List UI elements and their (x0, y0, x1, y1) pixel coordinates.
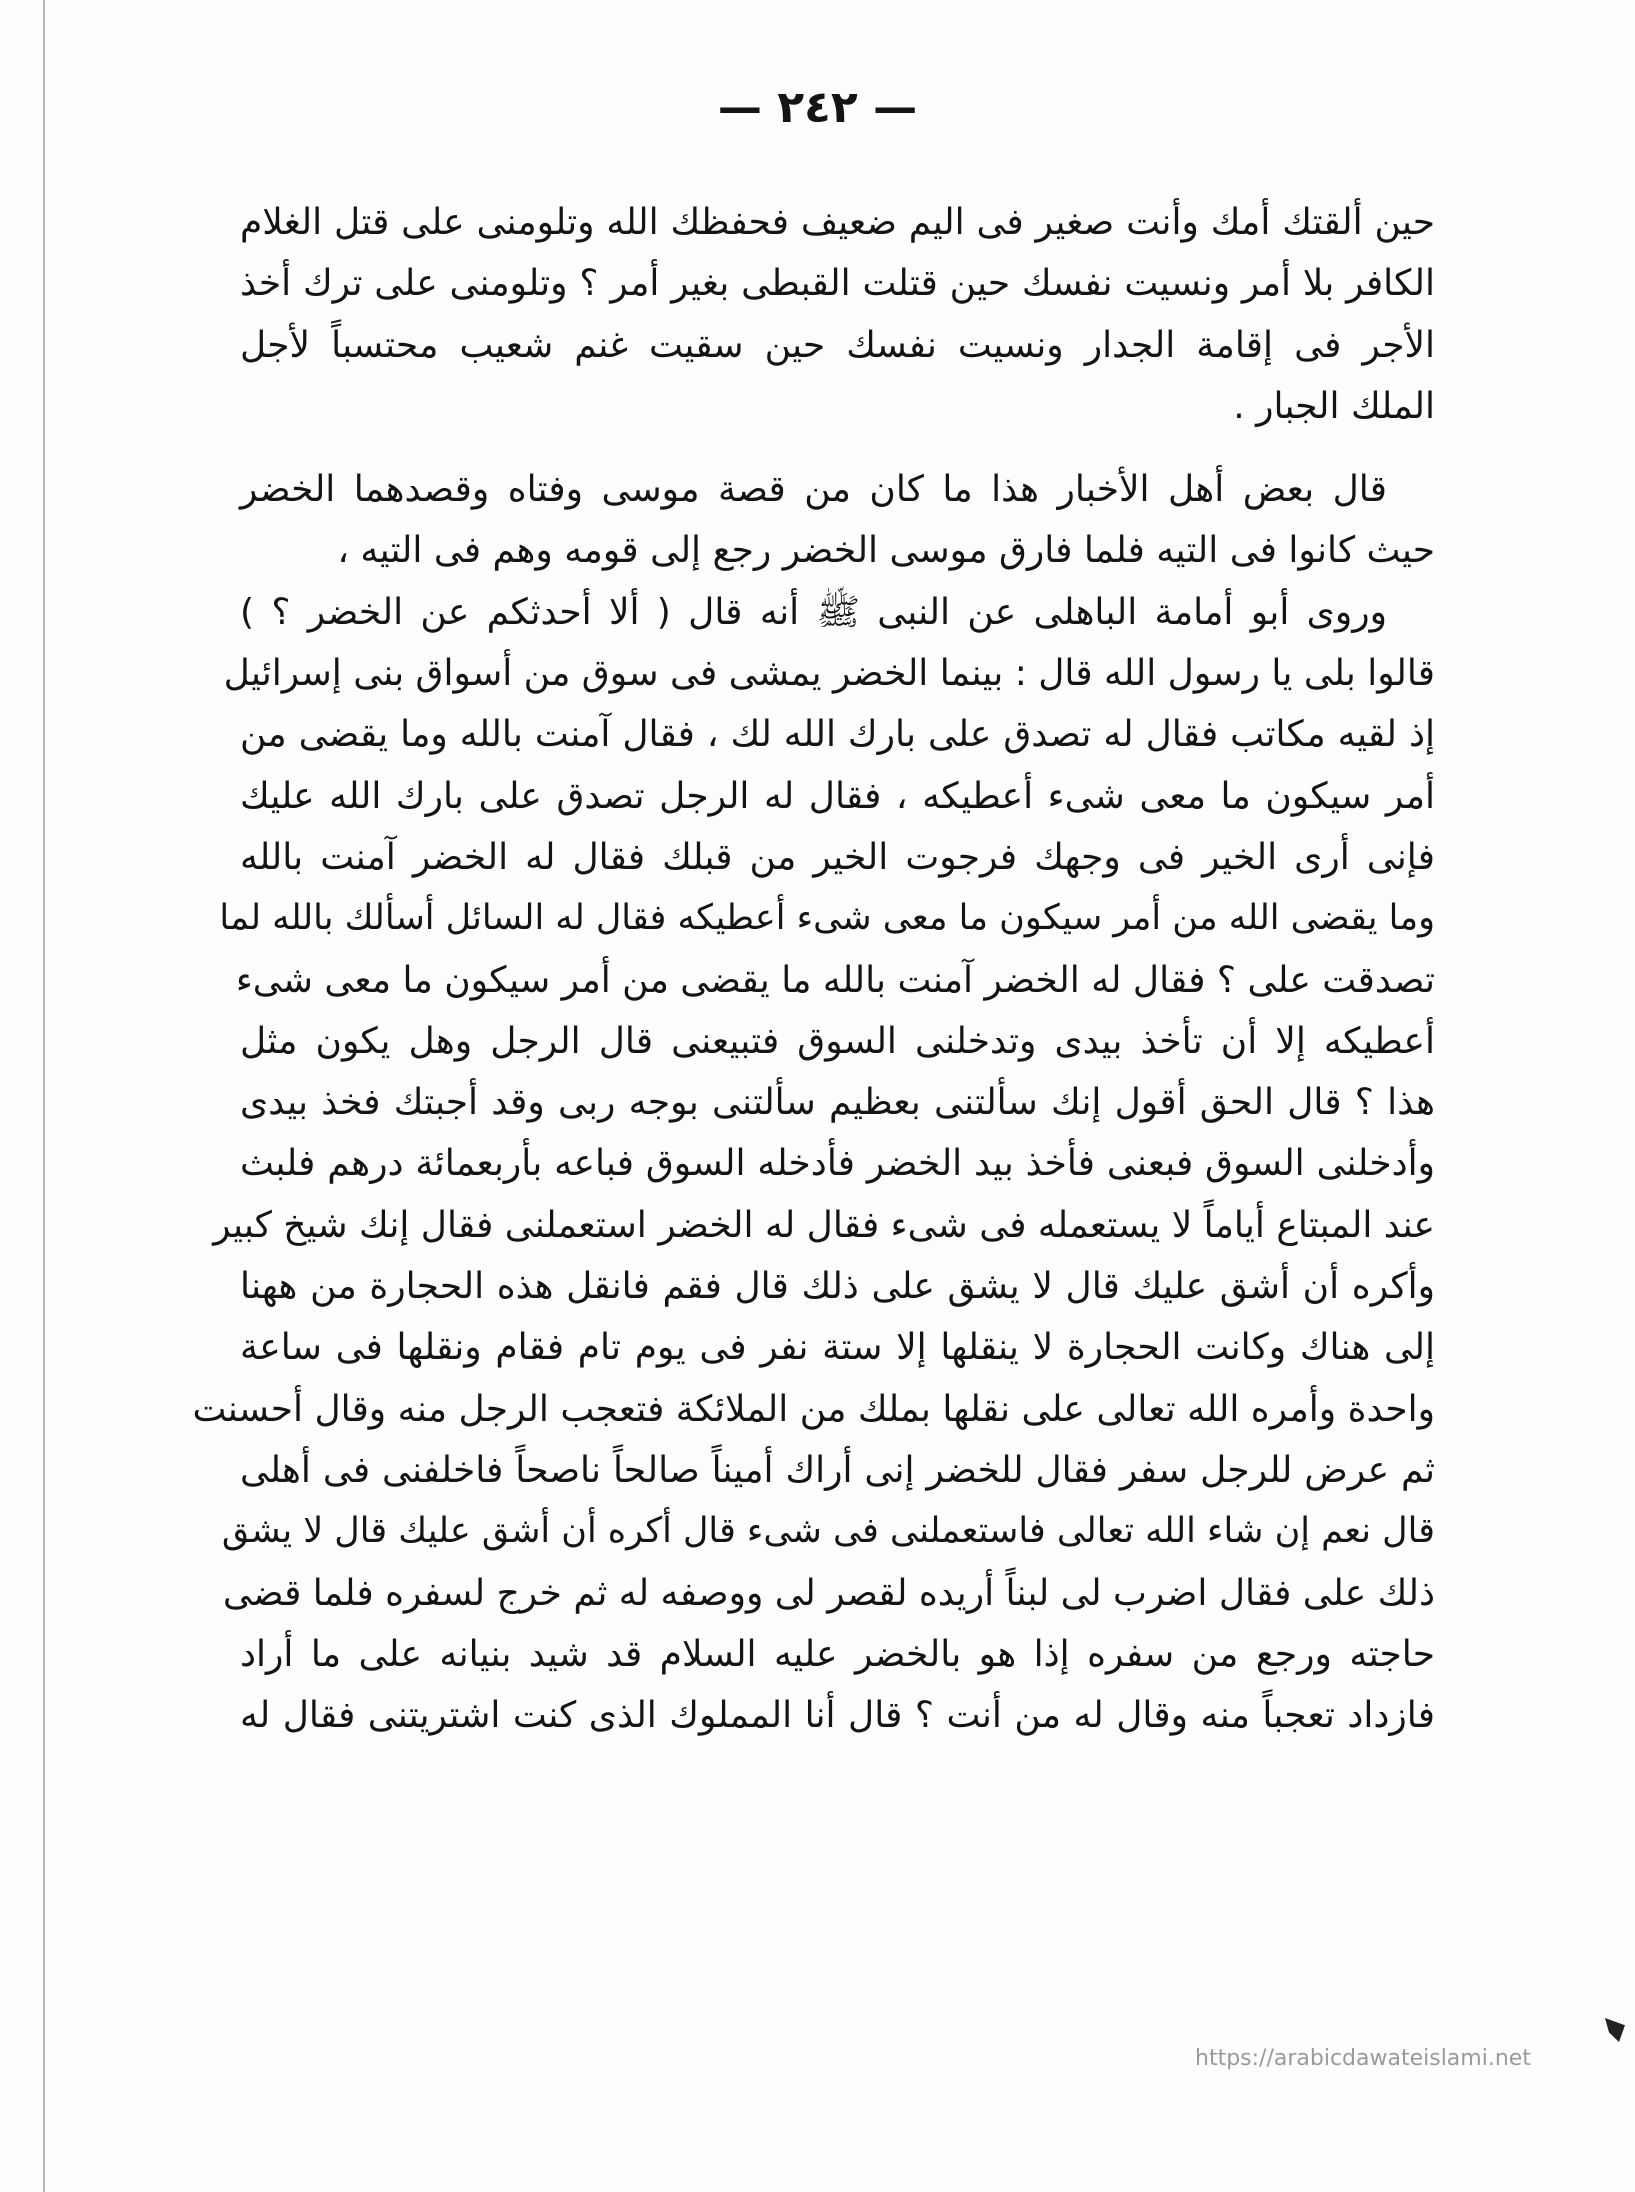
text-line: قال بعض أهل الأخبار هذا ما كان من قصة موسى وفتاه وقصدهما الخضر (240, 469, 1387, 511)
text-line: إذ لقيه مكاتب فقال له تصدق على بارك الله لك ، فقال آمنت بالله وما يقضى من (240, 714, 1435, 756)
text-line: حين ألقتك أمك وأنت صغير فى اليم ضعيف فحفظك الله وتلومنى على قتل الغلام (240, 202, 1435, 243)
text-line: هذا ؟ قال الحق أقول إنك سألتنى بعظيم سألتنى بوجه ربى وقد أجبتك فخذ بيدى (240, 1082, 1435, 1124)
text-line: وأكره أن أشق عليك قال لا يشق على ذلك قال فقم فانقل هذه الحجارة من ههنا (240, 1266, 1435, 1308)
page-number: — ٢٤٢ — (717, 82, 918, 133)
text-line: وروى أبو أمامة الباهلى عن النبى ﷺ أنه قال ( ألا أحدثكم عن الخضر ؟ ) (240, 591, 1387, 633)
text-line: حيث كانوا فى التيه فلما فارق موسى الخضر رجع إلى قومه وهم فى التيه ، (337, 530, 1435, 572)
text-line: الملك الجبار . (1233, 385, 1435, 427)
text-line: فإنى أرى الخير فى وجهك فرجوت الخير من قبلك فقال له الخضر آمنت بالله (240, 836, 1435, 878)
text-line: حاجته ورجع من سفره إذا هو بالخضر عليه السلام قد شيد بنيانه على ما أراد (240, 1633, 1435, 1675)
text-line: الكافر بلا أمر ونسيت نفسك حين قتلت القبطى بغير أمر ؟ وتلومنى على ترك أخذ (240, 263, 1435, 305)
text-line: الأجر فى إقامة الجدار ونسيت نفسك حين سقيت غنم شعيب محتسباً لأجل (240, 324, 1435, 366)
text-line: عند المبتاع أياماً لا يستعمله فى شىء فقال له الخضر استعملنى فقال إنك شيخ كبير (213, 1204, 1435, 1246)
text-line: واحدة وأمره الله تعالى على نقلها بملك من الملائكة فتعجب الرجل منه وقال أحسنت (192, 1388, 1435, 1430)
text-line: أعطيكه إلا أن تأخذ بيدى وتدخلنى السوق فتبيعنى قال الرجل وهل يكون مثل (240, 1020, 1435, 1062)
page-edge-rule (43, 0, 45, 2192)
source-watermark: https://arabicdawateislami.net (1195, 2046, 1531, 2071)
text-line: قال نعم إن شاء الله تعالى فاستعملنى فى شىء قال أكره أن أشق عليك قال لا يشق (221, 1511, 1435, 1552)
text-line: أمر سيكون ما معى شىء أعطيكه ، فقال له الرجل تصدق على بارك الله عليك (240, 775, 1435, 817)
body-text (192, 192, 1435, 1746)
text-line: وما يقضى الله من أمر سيكون ما معى شىء أعطيكه فقال له السائل أسألك بالله لما (219, 898, 1435, 939)
text-line: قالوا بلى يا رسول الله قال : بينما الخضر يمشى فى سوق من أسواق بنى إسرائيل (223, 653, 1435, 695)
text-line: ذلك على فقال اضرب لى لبناً أريده لقصر لى ووصفه له ثم خرج لسفره فلما قضى (222, 1572, 1435, 1614)
text-line: فازداد تعجباً منه وقال له من أنت ؟ قال أنا المملوك الذى كنت اشتريتنى فقال له (240, 1695, 1435, 1737)
text-line: تصدقت على ؟ فقال له الخضر آمنت بالله ما يقضى من أمر سيكون ما معى شىء (235, 959, 1435, 1001)
text-line: إلى هناك وكانت الحجارة لا ينقلها إلا ستة نفر فى يوم تام فقام ونقلها فى ساعة (240, 1327, 1435, 1369)
text-line: ثم عرض للرجل سفر فقال للخضر إنى أراك أميناً صالحاً ناصحاً فاخلفنى فى أهلى (240, 1449, 1435, 1491)
scan-artifact (1605, 2018, 1625, 2042)
text-line: وأدخلنى السوق فبعنى فأخذ بيد الخضر فأدخله السوق فباعه بأربعمائة درهم فلبث (240, 1143, 1435, 1185)
